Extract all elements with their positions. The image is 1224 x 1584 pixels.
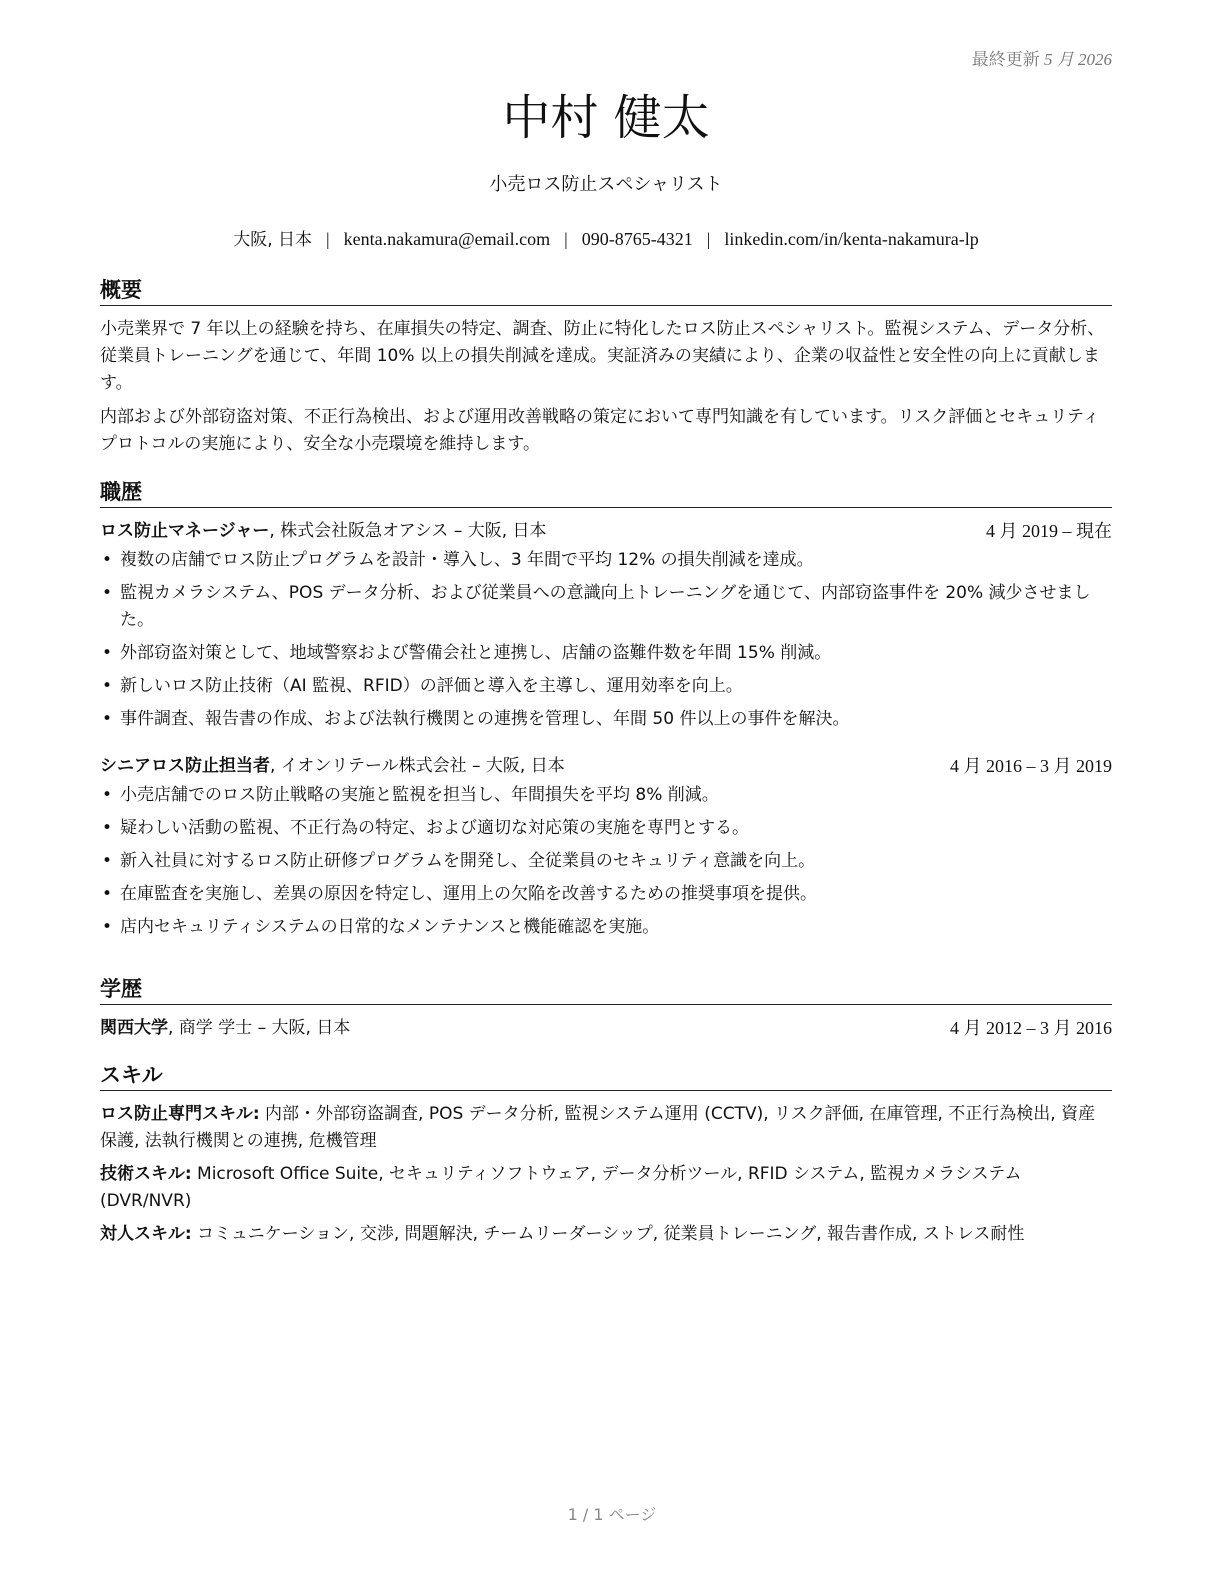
bullet-item — [100, 706, 1112, 733]
bullet-icon: • — [102, 851, 113, 871]
job-bullets — [100, 547, 1112, 733]
bullet-item — [100, 580, 1112, 634]
bullet-text: 複数の店舗でロス防止プログラムを設計・導入し、3 年間で平均 12% の損失削減を達成。 — [120, 550, 814, 570]
bullet-icon: • — [102, 709, 113, 729]
skill-line — [100, 1101, 1112, 1155]
bullet-icon: • — [102, 785, 113, 805]
bullet-item — [100, 914, 1112, 941]
job-org: , 株式会社阪急オアシス – 大阪, 日本 — [269, 521, 547, 541]
skill-text: コミュニケーション, 交渉, 問題解決, チームリーダーシップ, 従業員トレーニング, 報告書作成, ストレス耐性 — [191, 1224, 1025, 1244]
job-header — [100, 753, 1112, 780]
experience-heading: 職歴 — [100, 479, 1112, 508]
job-header — [100, 518, 1112, 545]
skill-label: ロス防止専門スキル: — [100, 1104, 260, 1124]
last-updated-date: 5 月 2026 — [1044, 50, 1112, 69]
education-degree: , 商学 学士 – 大阪, 日本 — [168, 1018, 351, 1038]
bullet-item — [100, 815, 1112, 842]
bullet-icon: • — [102, 818, 113, 838]
education-heading: 学歴 — [100, 976, 1112, 1005]
job-bullets — [100, 782, 1112, 941]
summary-paragraph: 内部および外部窃盗対策、不正行為検出、および運用改善戦略の策定において専門知識を有しています。リスク評価とセキュリティプロトコルの実施により、安全な小売環境を維持します。 — [100, 407, 1100, 454]
job-dates: 4 月 2019 – 現在 — [986, 521, 1112, 541]
skills-section — [100, 1062, 1112, 1254]
bullet-text: 新入社員に対するロス防止研修プログラムを開発し、全従業員のセキュリティ意識を向上。 — [120, 851, 816, 871]
bullet-text: 監視カメラシステム、POS データ分析、および従業員への意識向上トレーニングを通じて、内部窃盗事件を 20% 減少させました。 — [120, 583, 1091, 630]
bullet-icon: • — [102, 884, 113, 904]
summary-heading: 概要 — [100, 277, 1112, 306]
candidate-title: 小売ロス防止スペシャリスト — [489, 174, 723, 195]
skill-line — [100, 1221, 1112, 1248]
summary-section — [100, 277, 1112, 465]
bullet-item — [100, 848, 1112, 875]
job-entry — [100, 753, 1112, 941]
job-entry — [100, 518, 1112, 733]
bullet-icon: • — [102, 643, 113, 663]
skill-label: 技術スキル: — [100, 1164, 192, 1184]
bullet-text: 在庫監査を実施し、差異の原因を特定し、運用上の欠陥を改善するための推奨事項を提供。 — [120, 884, 817, 904]
bullet-item — [100, 673, 1112, 700]
contact-location: 大阪, 日本 — [233, 230, 313, 250]
education-school: 関西大学 — [100, 1018, 168, 1038]
education-title-line — [100, 1015, 350, 1042]
bullet-text: 外部窃盗対策として、地域警察および警備会社と連携し、店舗の盗難件数を年間 15% 削減。 — [120, 643, 832, 663]
bullet-icon: • — [102, 917, 113, 937]
skill-text: 内部・外部窃盗調査, POS データ分析, 監視システム運用 (CCTV), リスク評価, 在庫管理, 不正行為検出, 資産保護, 法執行機関との連携, 危機管理 — [100, 1104, 1096, 1151]
bullet-icon: • — [102, 583, 113, 603]
job-role: シニアロス防止担当者 — [100, 756, 270, 776]
bullet-item — [100, 547, 1112, 574]
job-title-line — [100, 753, 565, 780]
candidate-name: 中村 健太 — [502, 90, 710, 146]
contact-phone[interactable]: 090-8765-4321 — [581, 229, 693, 249]
contact-linkedin[interactable]: linkedin.com/in/kenta-nakamura-lp — [724, 229, 979, 249]
bullet-text: 疑わしい活動の監視、不正行為の特定、および適切な対応策の実施を専門とする。 — [120, 818, 749, 838]
bullet-text: 新しいロス防止技術（AI 監視、RFID）の評価と導入を主導し、運用効率を向上。 — [120, 676, 743, 696]
experience-section — [100, 479, 1112, 947]
page-indicator: 1 / 1 ページ — [567, 1505, 657, 1524]
bullet-item — [100, 881, 1112, 908]
bullet-item — [100, 782, 1112, 809]
skill-line — [100, 1161, 1112, 1215]
education-section — [100, 976, 1112, 1044]
education-dates: 4 月 2012 – 3 月 2016 — [950, 1018, 1112, 1038]
skill-text: Microsoft Office Suite, セキュリティソフトウェア, データ分析ツール, RFID システム, 監視カメラシステム (DVR/NVR) — [100, 1164, 1022, 1211]
bullet-text: 店内セキュリティシステムの日常的なメンテナンスと機能確認を実施。 — [120, 917, 660, 937]
bullet-icon: • — [102, 676, 113, 696]
bullet-text: 小売店舗でのロス防止戦略の実施と監視を担当し、年間損失を平均 8% 削減。 — [120, 785, 719, 805]
contact-separator: | — [706, 229, 711, 249]
contact-separator: | — [326, 229, 330, 249]
contact-email[interactable]: kenta.nakamura@email.com — [343, 229, 551, 249]
summary-paragraph: 小売業界で 7 年以上の経験を持ち、在庫損失の特定、調査、防止に特化したロス防止スペシャリスト。監視システム、データ分析、従業員トレーニングを通じて、年間 10% 以上の損失削減を達成。実証済みの実績により、企業の収益性と安全性の向上に貢献します。 — [100, 319, 1105, 393]
education-entry — [100, 1015, 1112, 1042]
skill-label: 対人スキル: — [100, 1224, 192, 1244]
last-updated — [972, 45, 1112, 70]
bullet-text: 事件調査、報告書の作成、および法執行機関との連携を管理し、年間 50 件以上の事件を解決。 — [120, 709, 850, 729]
job-dates: 4 月 2016 – 3 月 2019 — [950, 756, 1112, 776]
job-title-line — [100, 518, 547, 545]
job-org: , イオンリテール株式会社 – 大阪, 日本 — [270, 756, 565, 776]
last-updated-label: 最終更新 — [971, 50, 1040, 69]
contact-line — [100, 225, 1112, 250]
contact-separator: | — [564, 229, 568, 249]
skills-heading: スキル — [100, 1062, 1112, 1091]
job-role: ロス防止マネージャー — [100, 521, 270, 541]
bullet-item — [100, 640, 1112, 667]
bullet-icon: • — [102, 550, 113, 570]
